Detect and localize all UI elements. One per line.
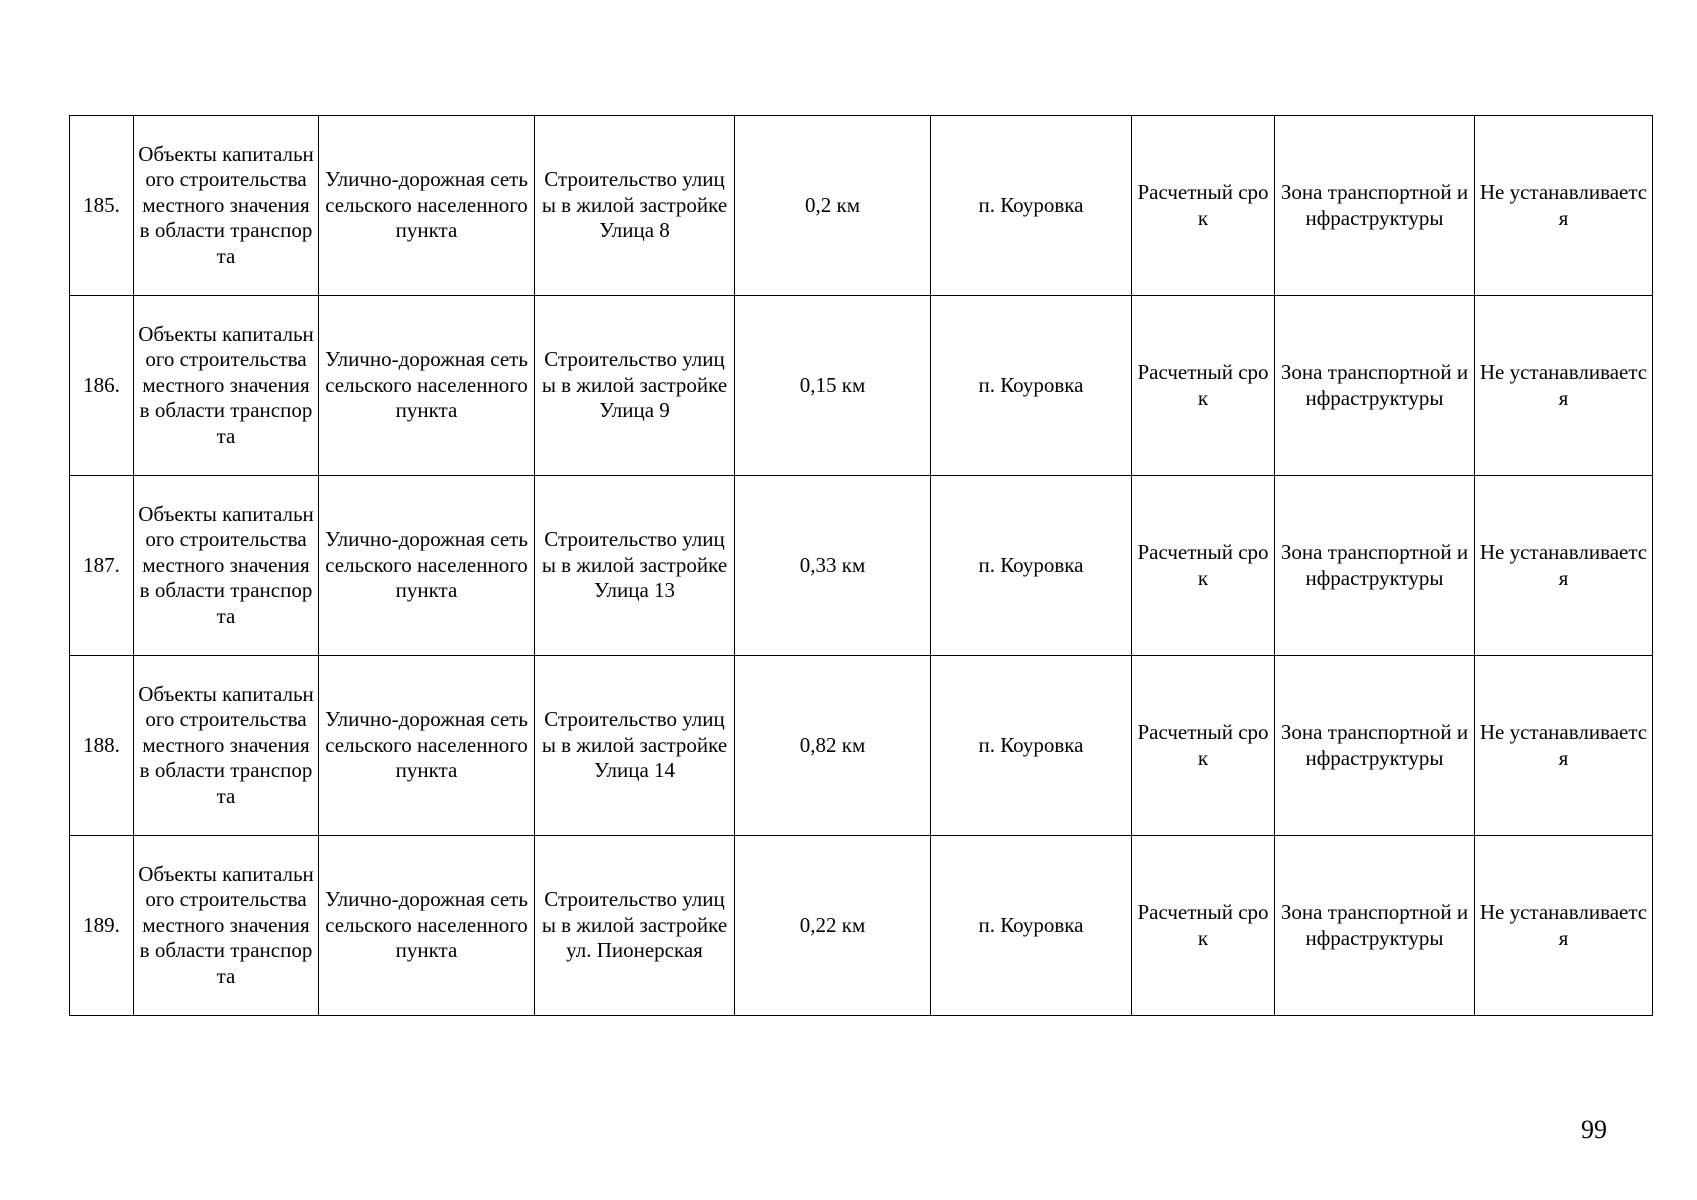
object-category-cell: Объекты капитального строительства местного значения в области транспорта — [134, 656, 319, 836]
object-category-cell: Объекты капитального строительства местного значения в области транспорта — [134, 836, 319, 1016]
location-cell: п. Коуровка — [931, 836, 1132, 1016]
object-category-cell: Объекты капитального строительства местного значения в области транспорта — [134, 116, 319, 296]
protection-zone-cell: Не устанавливается — [1475, 296, 1653, 476]
row-number-cell: 185. — [70, 116, 134, 296]
protection-zone-cell: Не устанавливается — [1475, 116, 1653, 296]
functional-zone-cell: Зона транспортной инфраструктуры — [1275, 116, 1475, 296]
object-type-cell: Улично-дорожная сеть сельского населенного пункта — [319, 656, 535, 836]
row-number-cell: 189. — [70, 836, 134, 1016]
object-name-cell: Строительство улицы в жилой застройке Улица 8 — [535, 116, 735, 296]
protection-zone-cell: Не устанавливается — [1475, 476, 1653, 656]
location-cell: п. Коуровка — [931, 296, 1132, 476]
term-cell: Расчетный срок — [1132, 476, 1275, 656]
capacity-cell: 0,82 км — [735, 656, 931, 836]
capacity-cell: 0,2 км — [735, 116, 931, 296]
object-type-cell: Улично-дорожная сеть сельского населенного пункта — [319, 836, 535, 1016]
object-type-cell: Улично-дорожная сеть сельского населенного пункта — [319, 476, 535, 656]
functional-zone-cell: Зона транспортной инфраструктуры — [1275, 476, 1475, 656]
planned-objects-table — [69, 115, 1653, 1016]
term-cell: Расчетный срок — [1132, 116, 1275, 296]
table-row — [70, 116, 1653, 296]
term-cell: Расчетный срок — [1132, 836, 1275, 1016]
functional-zone-cell: Зона транспортной инфраструктуры — [1275, 296, 1475, 476]
table-row — [70, 296, 1653, 476]
protection-zone-cell: Не устанавливается — [1475, 656, 1653, 836]
location-cell: п. Коуровка — [931, 656, 1132, 836]
term-cell: Расчетный срок — [1132, 296, 1275, 476]
capacity-cell: 0,22 км — [735, 836, 931, 1016]
capacity-cell: 0,33 км — [735, 476, 931, 656]
row-number-cell: 187. — [70, 476, 134, 656]
object-name-cell: Строительство улицы в жилой застройке ул. Пионерская — [535, 836, 735, 1016]
capacity-cell: 0,15 км — [735, 296, 931, 476]
row-number-cell: 188. — [70, 656, 134, 836]
object-name-cell: Строительство улицы в жилой застройке Улица 9 — [535, 296, 735, 476]
functional-zone-cell: Зона транспортной инфраструктуры — [1275, 656, 1475, 836]
object-name-cell: Строительство улицы в жилой застройке Улица 14 — [535, 656, 735, 836]
object-name-cell: Строительство улицы в жилой застройке Улица 13 — [535, 476, 735, 656]
functional-zone-cell: Зона транспортной инфраструктуры — [1275, 836, 1475, 1016]
object-category-cell: Объекты капитального строительства местного значения в области транспорта — [134, 476, 319, 656]
table-row — [70, 656, 1653, 836]
row-number-cell: 186. — [70, 296, 134, 476]
location-cell: п. Коуровка — [931, 476, 1132, 656]
page-number: 99 — [1581, 1115, 1607, 1144]
location-cell: п. Коуровка — [931, 116, 1132, 296]
object-type-cell: Улично-дорожная сеть сельского населенного пункта — [319, 296, 535, 476]
object-type-cell: Улично-дорожная сеть сельского населенного пункта — [319, 116, 535, 296]
protection-zone-cell: Не устанавливается — [1475, 836, 1653, 1016]
term-cell: Расчетный срок — [1132, 656, 1275, 836]
table-row — [70, 476, 1653, 656]
object-category-cell: Объекты капитального строительства местного значения в области транспорта — [134, 296, 319, 476]
table-row — [70, 836, 1653, 1016]
